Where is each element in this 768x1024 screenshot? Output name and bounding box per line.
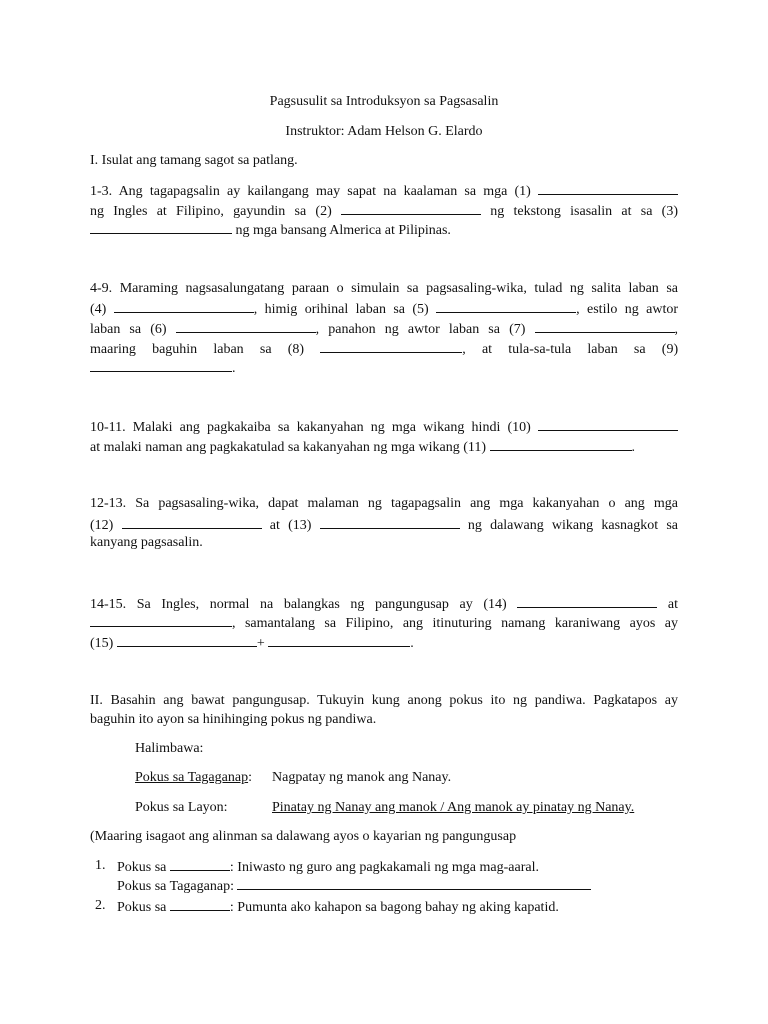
answer-blank-6[interactable] — [176, 320, 316, 333]
answer-blank-15a[interactable] — [117, 634, 257, 647]
question-text: . — [232, 361, 236, 376]
answer-blank-7[interactable] — [535, 320, 675, 333]
question-text: 1-3. Ang tagapagsalin ay kailangang may sapat na kaalaman sa mga (1) — [90, 184, 531, 199]
q10-11-line2 — [90, 438, 678, 456]
question-word: tula-sa-tula — [508, 342, 572, 357]
part2-heading-line2: baguhin ito ayon sa hinihinging pokus ng pandiwa. — [90, 712, 377, 727]
question-word: (9) — [661, 342, 679, 357]
instructor-line: Instruktor: Adam Helson G. Elardo — [285, 124, 483, 139]
item-1 — [117, 858, 539, 876]
answer-blank-9[interactable] — [90, 359, 232, 372]
question-word: baguhin — [152, 342, 198, 357]
item-1-prefix: Pokus sa — [117, 860, 167, 875]
question-text: ng tekstong isasalin at sa (3) — [490, 204, 678, 219]
question-text: (4) — [90, 302, 107, 317]
answer-blank-1[interactable] — [538, 182, 678, 195]
q1-3-line3 — [90, 221, 678, 239]
answer-blank-11[interactable] — [490, 438, 632, 451]
item-2-number: 2. — [95, 898, 106, 913]
example-1-text: Nagpatay ng manok ang Nanay. — [272, 770, 452, 785]
question-word: laban — [213, 342, 244, 357]
answer-blank-14b[interactable] — [90, 614, 232, 627]
blank-wrap — [320, 342, 466, 357]
example-1 — [135, 770, 252, 786]
item-1-answer-blank[interactable] — [237, 877, 591, 890]
answer-blank-2[interactable] — [341, 202, 481, 215]
question-word: laban — [587, 342, 618, 357]
question-word: maaring — [90, 342, 136, 357]
question-text: ng dalawang wikang kasnagkot sa — [467, 518, 679, 533]
q12-13-line2 — [90, 516, 678, 534]
item-1-answer — [117, 877, 591, 895]
part2-note: (Maaring isagaot ang alinman sa dalawang ayos o kayarian ng pangungusap — [90, 829, 517, 844]
question-word: at — [481, 342, 493, 357]
question-text: ng Ingles at Filipino, gayundin sa (2) — [90, 204, 332, 219]
question-text: (12) — [90, 518, 114, 533]
q1-3-line2 — [90, 202, 678, 220]
example-2-text: Pinatay ng Nanay ang manok / Ang manok ay pinatay ng Nanay. — [272, 800, 635, 815]
q12-13-line3: kanyang pagsasalin. — [90, 535, 203, 550]
part2-heading-line1: II. Basahin ang bawat pangungusap. Tukuyin kung anong pokus ito ng pandiwa. Pagkatapos ay — [90, 693, 678, 708]
question-text: 14-15. Sa Ingles, normal na balangkas ng pangungusap ay (14) — [90, 597, 507, 612]
answer-blank-8[interactable] — [320, 340, 462, 353]
answer-blank-10[interactable] — [538, 418, 678, 431]
question-text: . — [631, 440, 636, 455]
part1-heading: I. Isulat ang tamang sagot sa patlang. — [90, 153, 298, 168]
q4-9-line4 — [90, 340, 678, 358]
q4-9-line2 — [90, 300, 678, 318]
question-text: , samantalang sa Filipino, ang itinuturing namang karaniwang ayos ay — [232, 616, 678, 631]
item-1-sub-label: Pokus sa Tagaganap: — [117, 879, 234, 894]
question-text: at — [667, 597, 679, 612]
blank-wrap — [90, 616, 678, 631]
answer-blank-13[interactable] — [320, 516, 460, 529]
question-word: sa — [633, 342, 646, 357]
question-text: , estilo ng awtor — [576, 302, 679, 317]
question-text: , panahon ng awtor laban sa (7) — [315, 322, 526, 337]
q4-9-line5 — [90, 359, 678, 377]
question-text: 10-11. Malaki ang pagkakaiba sa kakanyahan ng mga wikang hindi (10) — [90, 420, 531, 435]
q14-15-line2 — [90, 614, 678, 632]
answer-blank-12[interactable] — [122, 516, 262, 529]
q10-11-line1 — [90, 418, 678, 436]
q12-13-line1: 12-13. Sa pagsasaling-wika, dapat malaman ng tagapagsalin ang mga kakanyahan o ang mga — [90, 496, 678, 511]
example-label: Halimbawa: — [135, 741, 204, 756]
answer-blank-5[interactable] — [436, 300, 576, 313]
q14-15-line1 — [90, 595, 678, 613]
example-1-colon: : — [248, 770, 252, 785]
page-title: Pagsusulit sa Introduksyon sa Pagsasalin — [269, 94, 499, 109]
answer-blank-4[interactable] — [114, 300, 254, 313]
question-text: laban sa (6) — [90, 322, 167, 337]
plus-sign: + — [256, 636, 265, 651]
item-1-focus-blank[interactable] — [170, 858, 230, 871]
q4-9-line3 — [90, 320, 678, 338]
question-text: ng mga bansang Almerica at Pilipinas. — [235, 223, 451, 238]
question-word: , — [462, 342, 466, 357]
question-text: at (13) — [269, 518, 312, 533]
item-1-number: 1. — [95, 858, 106, 873]
item-2-focus-blank[interactable] — [170, 898, 230, 911]
question-text: , himig orihinal laban sa (5) — [253, 302, 429, 317]
answer-blank-15b[interactable] — [268, 634, 410, 647]
item-2-sentence: : Pumunta ako kahapon sa bagong bahay ng aking kapatid. — [229, 900, 559, 915]
item-1-sentence: : Iniwasto ng guro ang pagkakamali ng mga mag-aaral. — [229, 860, 539, 875]
answer-blank-3[interactable] — [90, 221, 232, 234]
question-text: (15) — [90, 636, 114, 651]
example-1-label: Pokus sa Tagaganap — [135, 770, 249, 785]
answer-blank-14[interactable] — [517, 595, 657, 608]
question-text: at malaki naman ang pagkakatulad sa kakanyahan ng mga wikang (11) — [90, 440, 487, 455]
q1-3-line1 — [90, 182, 678, 200]
question-word: (8) — [287, 342, 305, 357]
item-2-prefix: Pokus sa — [117, 900, 167, 915]
question-text: . — [410, 636, 414, 651]
question-text: , — [674, 322, 679, 337]
question-word: sa — [259, 342, 272, 357]
item-2 — [117, 898, 559, 916]
example-2-label: Pokus sa Layon: — [135, 800, 228, 815]
q14-15-line3 — [90, 634, 678, 652]
q4-9-line1: 4-9. Maraming nagsasalungatang paraan o simulain sa pagsasaling-wika, tulad ng salita laban sa — [90, 281, 678, 296]
